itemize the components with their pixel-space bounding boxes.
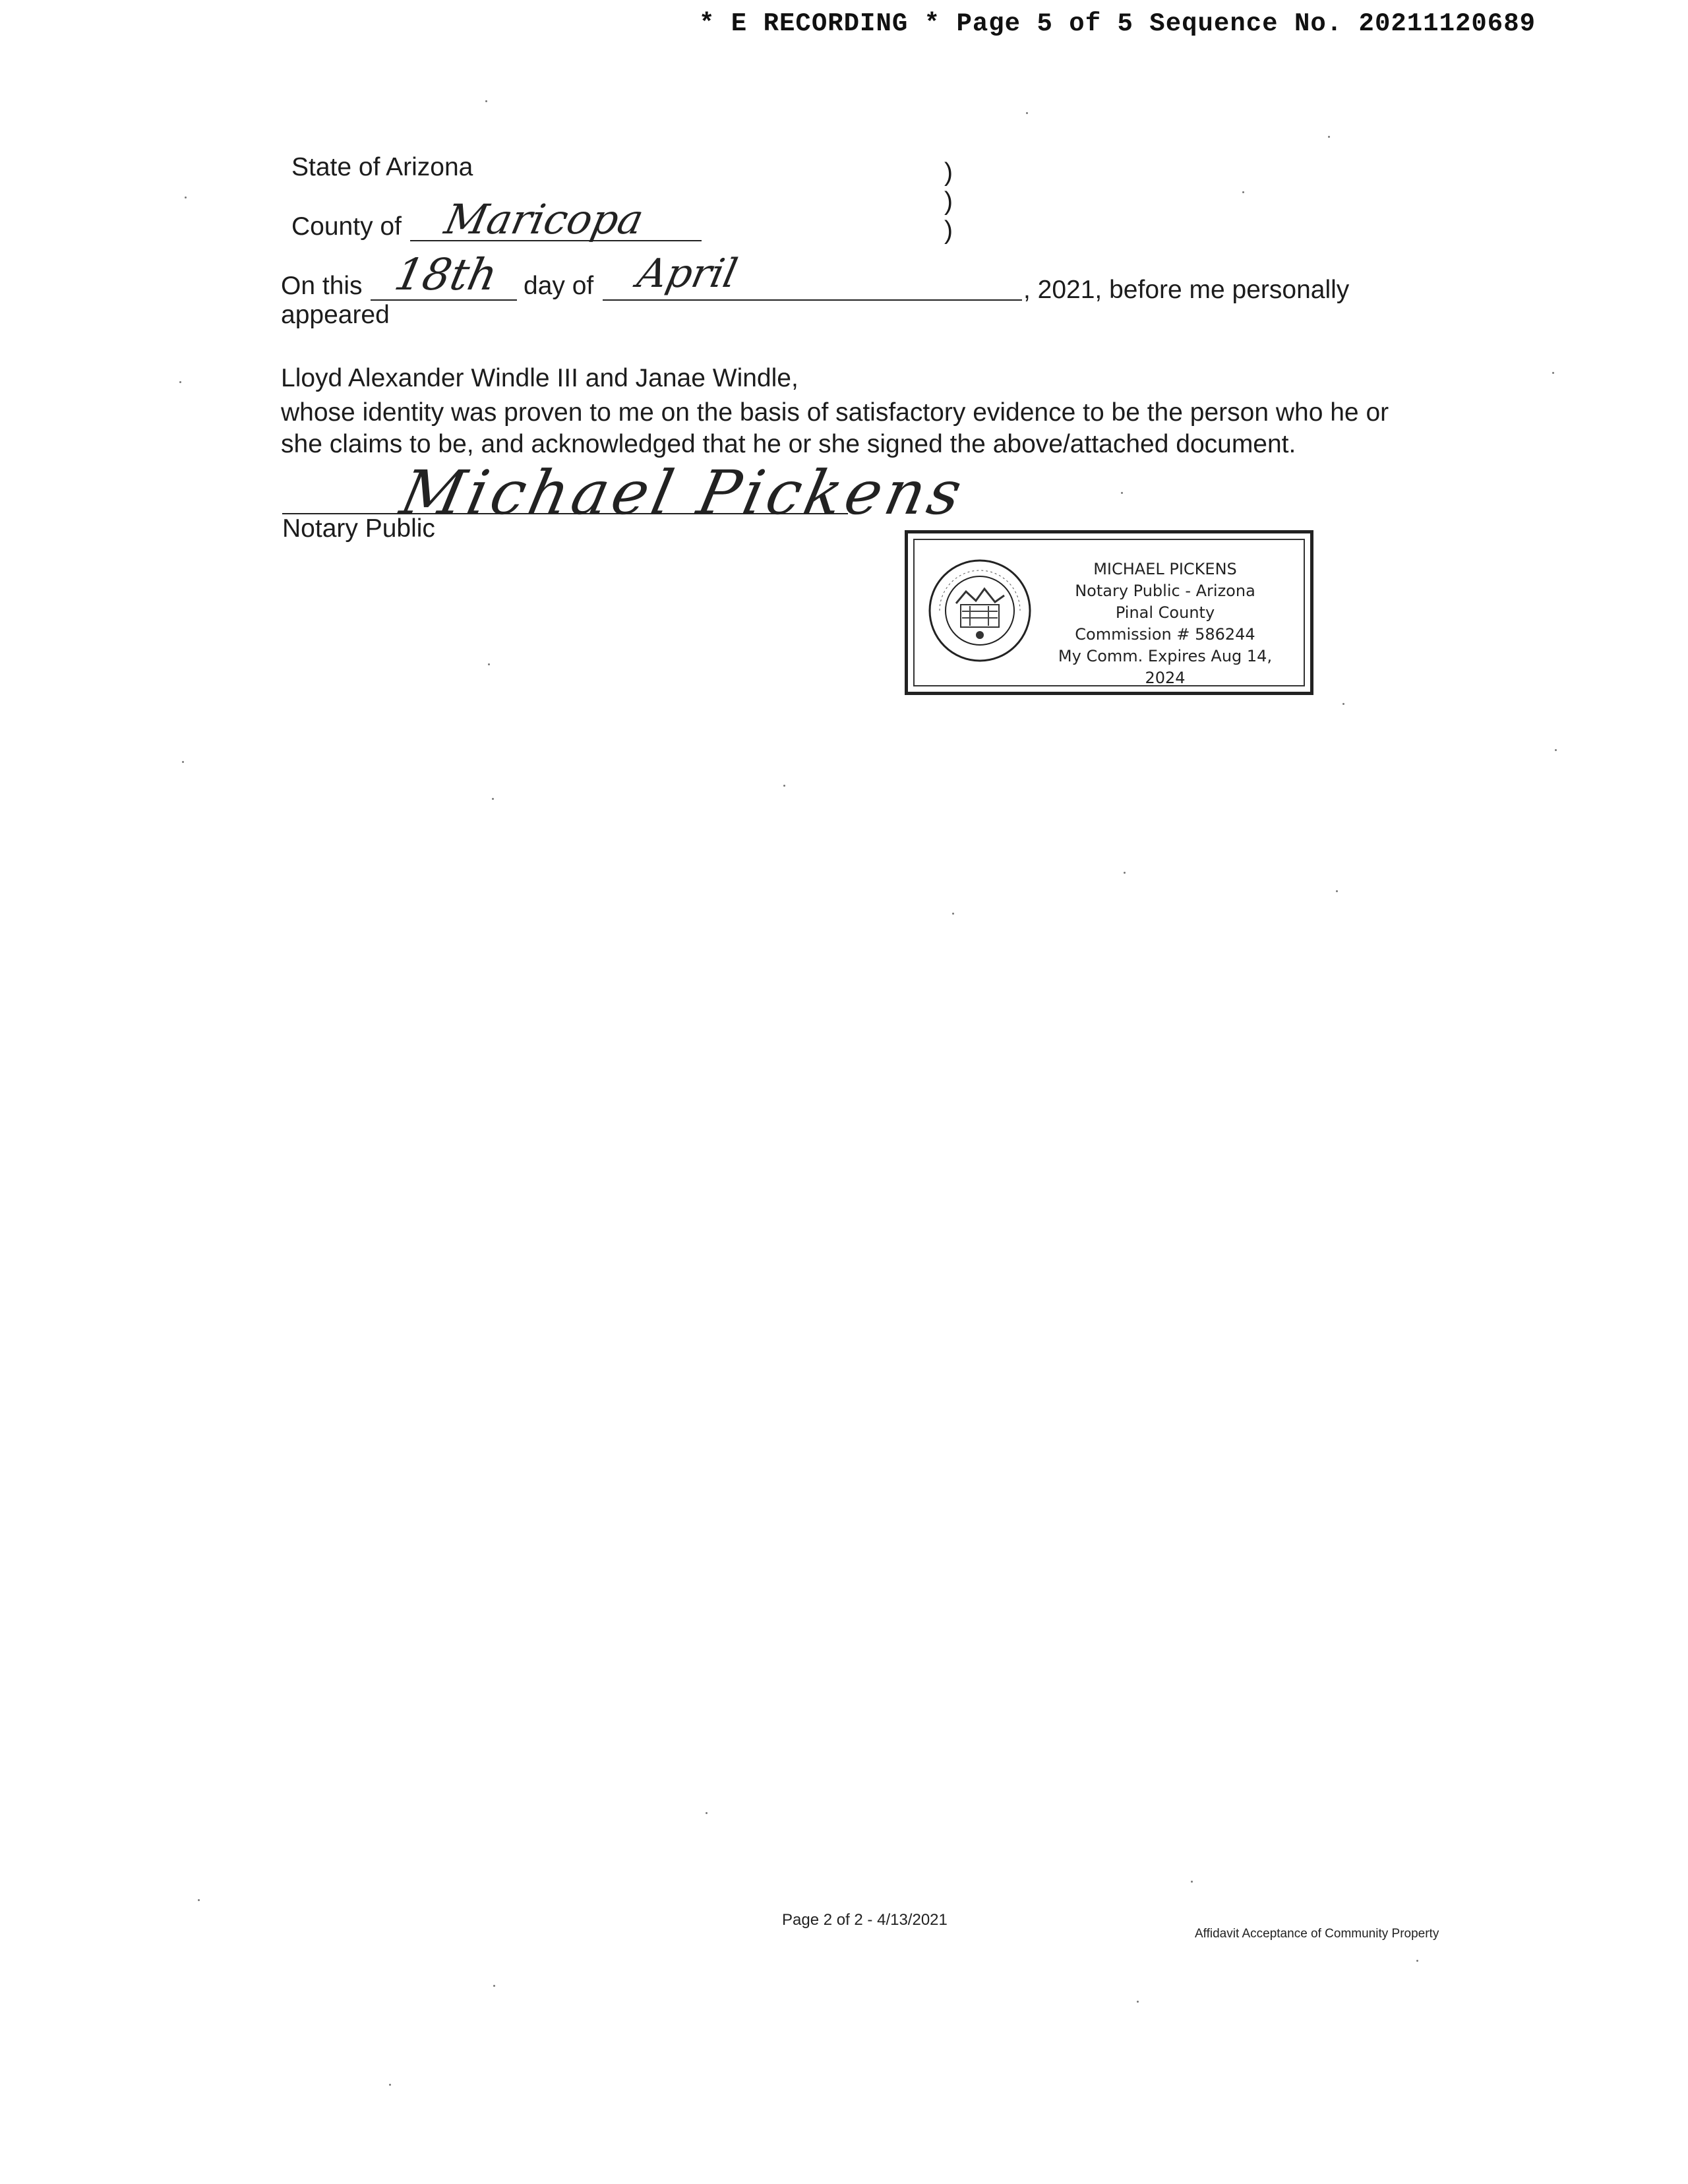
page-footer: Page 2 of 2 - 4/13/2021 bbox=[782, 1911, 948, 1929]
paren-1: ) bbox=[944, 158, 953, 187]
recording-header: * E RECORDING * Page 5 of 5 Sequence No. 20211120689 bbox=[699, 9, 1536, 38]
county-label: County of bbox=[291, 212, 402, 241]
county-handwritten: Maricopa bbox=[440, 195, 648, 243]
day-handwritten: 18th bbox=[390, 249, 502, 300]
month-handwritten: April bbox=[633, 251, 742, 297]
stamp-expires: My Comm. Expires Aug 14, 2024 bbox=[1058, 647, 1273, 687]
stamp-title: Notary Public - Arizona bbox=[1075, 582, 1255, 600]
notary-stamp bbox=[905, 530, 1313, 695]
document-title-footer: Affidavit Acceptance of Community Property bbox=[1195, 1927, 1439, 1941]
signer-names: Lloyd Alexander Windle III and Janae Windle, bbox=[281, 364, 799, 392]
paren-3: ) bbox=[944, 216, 953, 245]
stamp-county: Pinal County bbox=[1115, 603, 1215, 622]
statement-line-1: whose identity was proven to me on the basis of satisfactory evidence to be the person who he or bbox=[281, 398, 1389, 427]
appeared-label: appeared bbox=[281, 301, 390, 329]
notary-public-label: Notary Public bbox=[282, 514, 435, 543]
state-line: State of Arizona bbox=[291, 153, 473, 181]
day-of-label: day of bbox=[524, 272, 594, 300]
stamp-notary-name: MICHAEL PICKENS bbox=[1093, 560, 1237, 578]
stamp-commission: Commission # 586244 bbox=[1075, 625, 1255, 644]
stamp-text bbox=[1040, 559, 1290, 689]
arizona-seal-icon bbox=[926, 557, 1033, 664]
month-line bbox=[603, 299, 1022, 301]
year-text: , 2021, before me personally bbox=[1023, 276, 1350, 304]
paren-2: ) bbox=[944, 187, 953, 216]
notary-signature: Michael Pickens bbox=[394, 458, 972, 528]
statement-line-2: she claims to be, and acknowledged that he or she signed the above/attached document. bbox=[281, 430, 1296, 458]
on-this-label: On this bbox=[281, 272, 363, 300]
